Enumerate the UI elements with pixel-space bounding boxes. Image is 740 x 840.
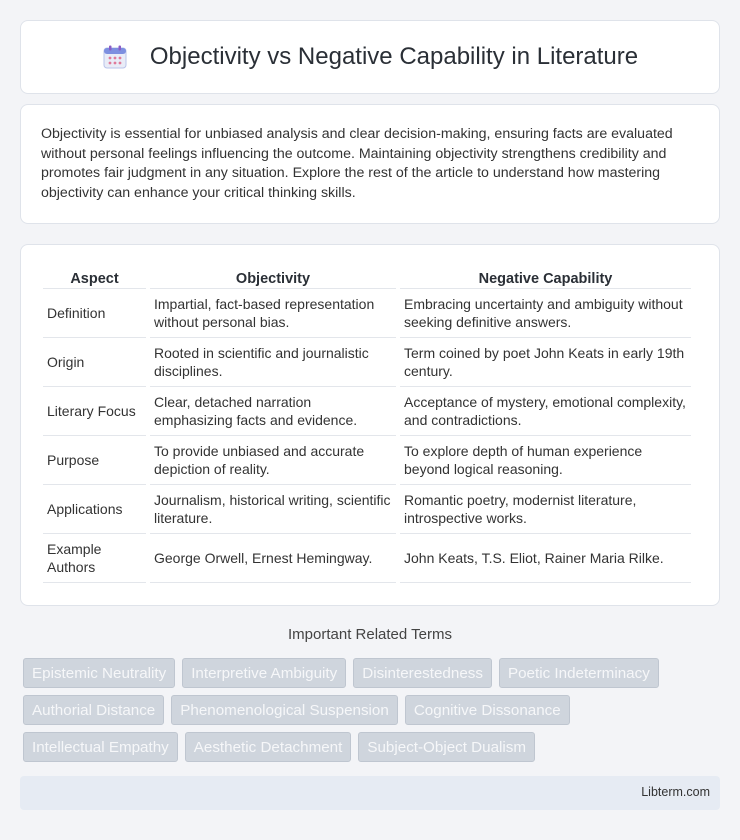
related-term-tag[interactable]: Aesthetic Detachment (185, 732, 352, 762)
objectivity-cell: George Orwell, Ernest Hemingway. (150, 534, 396, 583)
table-header-row (43, 265, 691, 289)
objectivity-cell: Clear, detached narration emphasizing facts and evidence. (150, 387, 396, 436)
negative-capability-cell: Embracing uncertainty and ambiguity without seeking definitive answers. (400, 289, 691, 338)
related-term-tag[interactable]: Cognitive Dissonance (405, 695, 570, 725)
table-row (43, 338, 691, 387)
related-terms-list (23, 658, 723, 769)
objectivity-cell: Impartial, fact-based representation without personal bias. (150, 289, 396, 338)
table-row (43, 436, 691, 485)
related-term-tag[interactable]: Epistemic Neutrality (23, 658, 175, 688)
negative-capability-cell: Acceptance of mystery, emotional complexity, and contradictions. (400, 387, 691, 436)
related-term-tag[interactable]: Intellectual Empathy (23, 732, 178, 762)
related-term-tag[interactable]: Disinterestedness (353, 658, 492, 688)
negative-capability-cell: Term coined by poet John Keats in early 19th century. (400, 338, 691, 387)
column-header-negative-capability: Negative Capability (400, 265, 691, 289)
aspect-cell: Origin (43, 338, 146, 387)
aspect-cell: Literary Focus (43, 387, 146, 436)
column-header-objectivity: Objectivity (150, 265, 396, 289)
objectivity-cell: Journalism, historical writing, scientific literature. (150, 485, 396, 534)
table-row (43, 387, 691, 436)
intro-card (20, 104, 720, 224)
column-header-aspect: Aspect (43, 265, 146, 289)
related-term-tag[interactable]: Poetic Indeterminacy (499, 658, 659, 688)
related-term-tag[interactable]: Phenomenological Suspension (171, 695, 398, 725)
negative-capability-cell: Romantic poetry, modernist literature, introspective works. (400, 485, 691, 534)
table-row (43, 289, 691, 338)
header-card (20, 20, 720, 94)
negative-capability-cell: John Keats, T.S. Eliot, Rainer Maria Rilke. (400, 534, 691, 583)
aspect-cell: Example Authors (43, 534, 146, 583)
table-row (43, 485, 691, 534)
objectivity-cell: To provide unbiased and accurate depiction of reality. (150, 436, 396, 485)
comparison-card (20, 244, 720, 606)
aspect-cell: Definition (43, 289, 146, 338)
aspect-cell: Purpose (43, 436, 146, 485)
aspect-cell: Applications (43, 485, 146, 534)
related-terms-title: Important Related Terms (288, 626, 452, 643)
objectivity-cell: Rooted in scientific and journalistic disciplines. (150, 338, 396, 387)
negative-capability-cell: To explore depth of human experience beyond logical reasoning. (400, 436, 691, 485)
calendar-icon (102, 44, 128, 70)
page-title: Objectivity vs Negative Capability in Literature (149, 43, 639, 70)
table-row (43, 534, 691, 583)
comparison-table (39, 265, 695, 583)
related-term-tag[interactable]: Authorial Distance (23, 695, 164, 725)
related-term-tag[interactable]: Interpretive Ambiguity (182, 658, 346, 688)
footer (20, 776, 720, 810)
related-term-tag[interactable]: Subject-Object Dualism (358, 732, 535, 762)
footer-site-link[interactable]: Libterm.com (641, 785, 710, 799)
intro-text: Objectivity is essential for unbiased analysis and clear decision-making, ensuring facts are evaluated without personal feelings influencing the outcome. Maintaining objectivity strengthens credibility and promotes fair judgment in any situation. Explore the rest of the article to understand how mastering objectivity can enhance your critical thinking skills. (41, 126, 673, 201)
